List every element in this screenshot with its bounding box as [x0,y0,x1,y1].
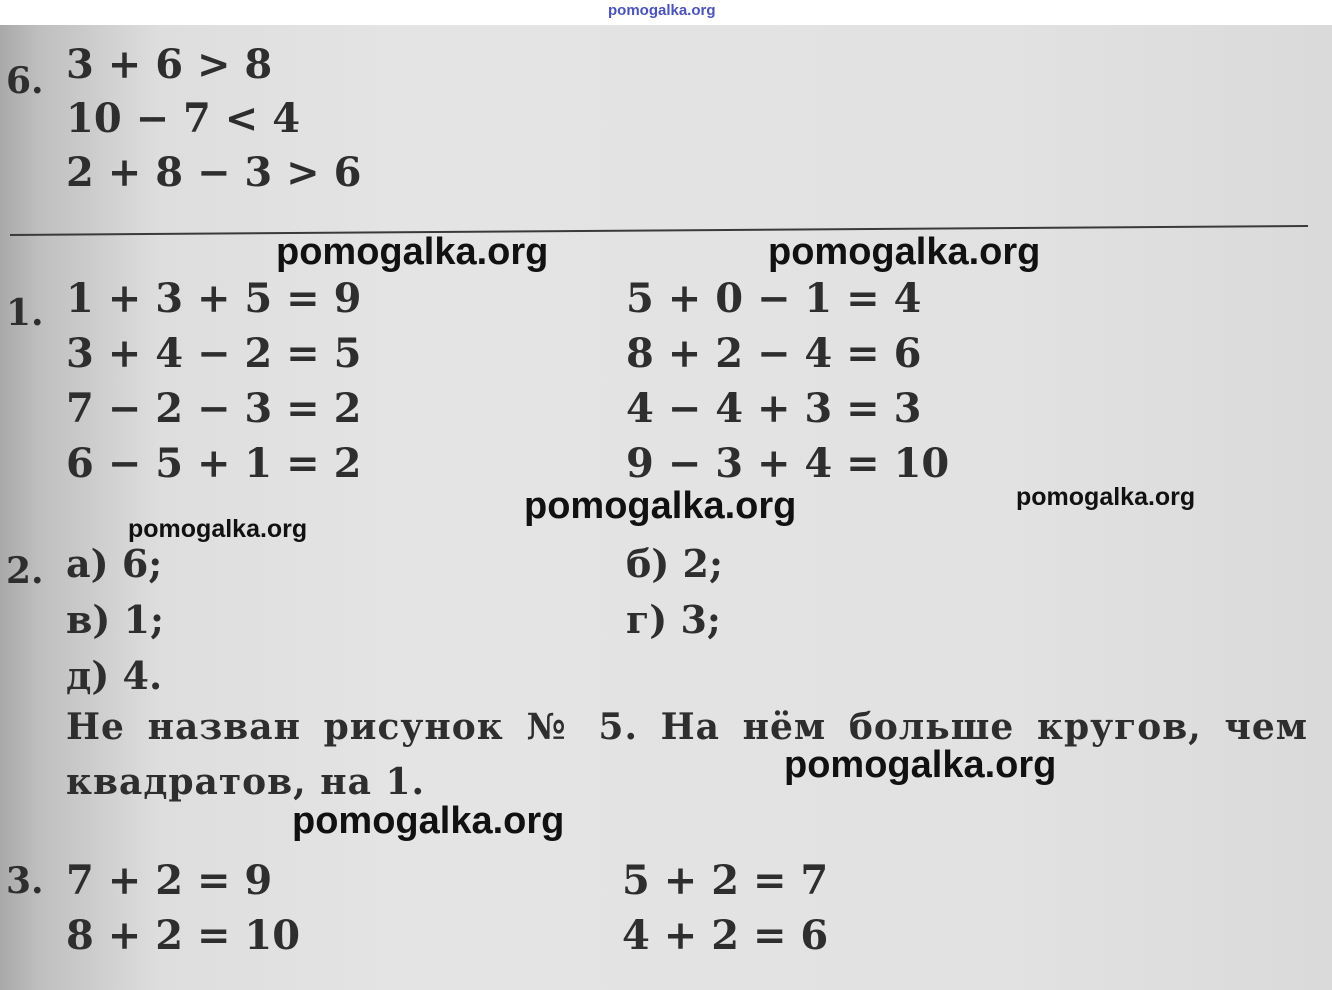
task-3-number: 3. [6,860,44,902]
task-6-line: 3 + 6 > 8 [66,41,273,88]
equation-left: 6 − 5 + 1 = 2 [66,440,362,487]
watermark: pomogalka.org [276,231,549,273]
equation-left: 8 + 2 = 10 [66,912,301,959]
answer-d: д) 4. [66,653,163,698]
equation-left: 1 + 3 + 5 = 9 [66,275,362,322]
equation-right: 9 − 3 + 4 = 10 [626,440,950,487]
watermark: pomogalka.org [768,231,1041,273]
equation-right: 5 + 0 − 1 = 4 [626,275,922,322]
equation-left: 3 + 4 − 2 = 5 [66,330,362,377]
task-2-number: 2. [6,550,44,592]
watermark: pomogalka.org [784,744,1057,786]
equation-left: 7 + 2 = 9 [66,857,273,904]
answer-b: б) 2; [626,541,724,586]
task-6-number: 6. [6,60,44,102]
task-6-line: 2 + 8 − 3 > 6 [66,149,362,196]
equation-right: 5 + 2 = 7 [622,857,829,904]
watermark: pomogalka.org [128,515,308,543]
task-1-number: 1. [6,292,44,334]
answer-v: в) 1; [66,597,165,642]
site-watermark-top: pomogalka.org [608,2,716,19]
equation-right: 4 + 2 = 6 [622,912,829,959]
bleed-through: ⠀ [560,30,585,65]
watermark: pomogalka.org [292,800,565,842]
divider-line [10,225,1308,236]
equation-right: 4 − 4 + 3 = 3 [626,385,922,432]
answer-a: а) 6; [66,541,163,586]
watermark: pomogalka.org [524,485,797,527]
answer-g: г) 3; [626,597,721,642]
task-2-explanation: Не назван рисунок № 5. На нём больше кругов, чем квадратов, на 1. [66,706,1308,803]
task-6-line: 10 − 7 < 4 [66,95,301,142]
equation-right: 8 + 2 − 4 = 6 [626,330,922,377]
equation-left: 7 − 2 − 3 = 2 [66,385,362,432]
watermark: pomogalka.org [1016,483,1196,511]
scanned-page [0,25,1332,990]
